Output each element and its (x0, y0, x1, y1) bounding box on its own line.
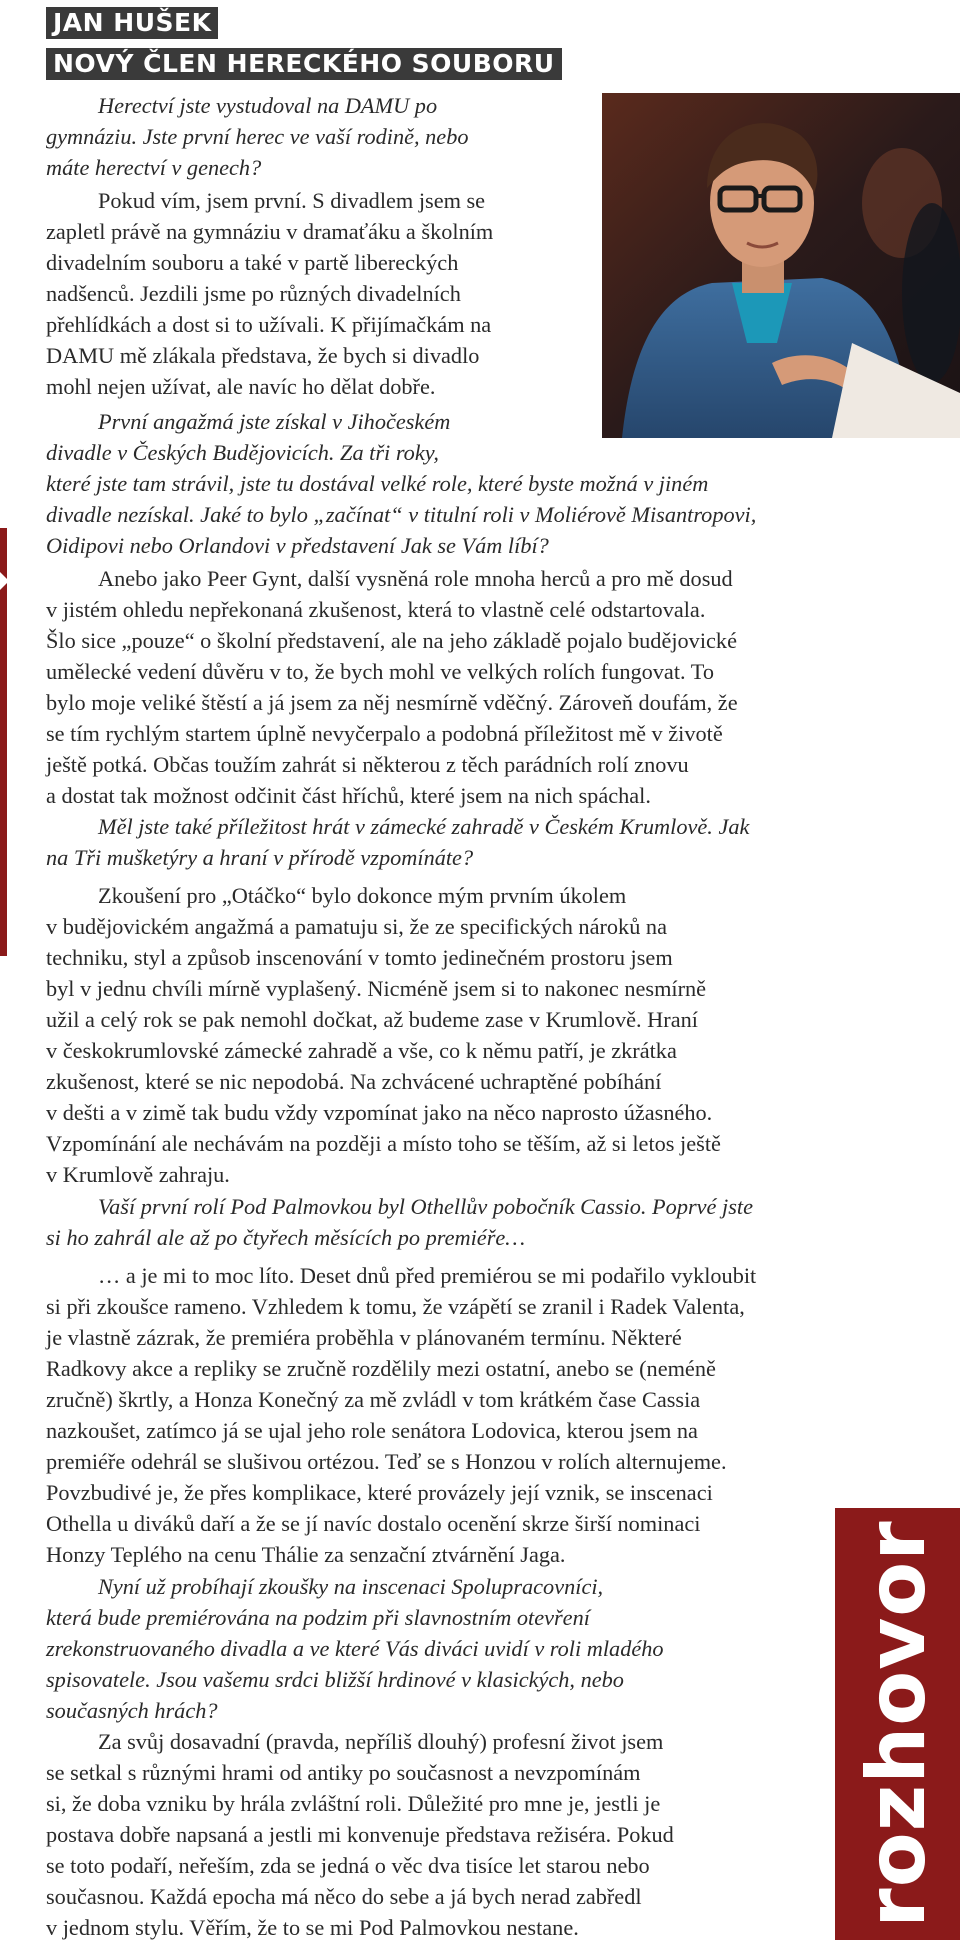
text-line: nadšenců. Jezdili jsme po různých divadelních (46, 281, 461, 306)
text-line: umělecké vedení důvěru v to, že bych mohl ve velkých rolích fungovat. To (46, 659, 714, 684)
text-line: se setkal s různými hrami od antiky po současnost a nevzpomínám (46, 1760, 641, 1785)
left-marker-notch (0, 572, 9, 590)
text-line: je vlastně zázrak, že premiéra proběhla v plánovaném termínu. Některé (46, 1325, 682, 1350)
question-paragraph (46, 1571, 664, 1726)
answer-paragraph (46, 185, 493, 402)
text-line: si při zkoušce rameno. Vzhledem k tomu, že vzápětí se zranil i Radek Valenta, (46, 1294, 745, 1319)
text-line: techniku, styl a způsob inscenování v tomto jedinečném prostoru jsem (46, 945, 673, 970)
left-red-marker (0, 528, 7, 956)
section-tab (835, 1508, 960, 1940)
text-line: v jednom stylu. Věřím, že to se mi Pod Palmovkou nestane. (46, 1915, 579, 1940)
answer-paragraph (46, 1726, 674, 1943)
article-name-heading: JAN HUŠEK (46, 7, 218, 39)
text-line: divadelním souboru a také v partě libereckých (46, 250, 459, 275)
text-line: současných hrách? (46, 1698, 218, 1723)
text-line: Pokud vím, jsem první. S divadlem jsem se (98, 188, 486, 213)
answer-paragraph (46, 1260, 756, 1570)
text-line: zapletl právě na gymnáziu v dramaťáku a školním (46, 219, 494, 244)
text-line: byl v jednu chvíli mírně vyplašený. Nicméně jsem si to nakonec nesmírně (46, 976, 707, 1001)
text-line: Měl jste také příležitost hrát v zámecké zahradě v Českém Krumlově. Jak (98, 814, 750, 839)
text-line: zručně) škrtly, a Honza Konečný za mě zvládl v tom krátkém čase Cassia (46, 1387, 701, 1412)
text-line: užil a celý rok se pak nemohl dočkat, až budeme zase v Krumlově. Hraní (46, 1007, 698, 1032)
text-line: … a je mi to moc líto. Deset dnů před premiérou se mi podařilo vykloubit (98, 1263, 757, 1288)
question-paragraph (46, 90, 469, 183)
answer-paragraph (46, 563, 738, 811)
text-line: v dešti a v zimě tak budu vždy vzpomínat jako na něco naprosto úžasného. (46, 1100, 713, 1125)
text-line: v budějovickém angažmá a pamatuju si, že ze specifických nároků na (46, 914, 667, 939)
text-line: zkušenost, které se nic nepodobá. Na zchvácené uchraptěné pobíhání (46, 1069, 662, 1094)
text-line: které jste tam strávil, jste tu dostával velké role, které byste možná v jiném (46, 471, 709, 496)
question-paragraph (46, 811, 749, 873)
text-line: v Krumlově zahraju. (46, 1162, 230, 1187)
text-line: DAMU mě zlákala představa, že bych si divadlo (46, 343, 480, 368)
text-line: bylo moje veliké štěstí a já jsem za něj nesmírně vděčný. Zároveň doufám, že (46, 690, 738, 715)
text-line: Nyní už probíhají zkoušky na inscenaci Spolupracovníci, (98, 1574, 604, 1599)
text-line: Herectví jste vystudoval na DAMU po (98, 93, 438, 118)
text-line: přehlídkách a dost si to užívali. K přijímačkám na (46, 312, 492, 337)
text-line: Zkoušení pro „Otáčko“ bylo dokonce mým prvním úkolem (98, 883, 627, 908)
text-line: První angažmá jste získal v Jihočeském (98, 409, 451, 434)
text-line: zrekonstruovaného divadla a ve které Vás diváci uvidí v roli mladého (46, 1636, 664, 1661)
text-line: Radkovy akce a repliky se zručně rozdělily mezi ostatní, anebo se (neméně (46, 1356, 716, 1381)
text-line: se toto podaří, neřeším, zda se jedná o věc dva tisíce let starou nebo (46, 1853, 650, 1878)
text-line: si, že doba vzniku by hrála zvláštní roli. Důležité pro mne je, jestli je (46, 1791, 661, 1816)
article-subtitle-heading: NOVÝ ČLEN HERECKÉHO SOUBORU (46, 48, 562, 80)
text-line: Oidipovi nebo Orlandovi v představení Jak se Vám líbí? (46, 533, 549, 558)
text-line: mohl nejen užívat, ale navíc ho dělat dobře. (46, 374, 436, 399)
text-line: Povzbudivé je, že přes komplikace, které provázely její vznik, se inscenaci (46, 1480, 713, 1505)
answer-paragraph (46, 880, 721, 1190)
text-line: spisovatele. Jsou vašemu srdci bližší hrdinové v klasických, nebo (46, 1667, 624, 1692)
text-line: současnou. Každá epocha má něco do sebe a já bych nerad zabředl (46, 1884, 642, 1909)
text-line: si ho zahrál ale až po čtyřech měsících po premiéře… (46, 1225, 526, 1250)
question-paragraph (46, 406, 756, 561)
text-line: premiéře odehrál se slušivou ortézou. Teď se s Honzou v rolích alternujeme. (46, 1449, 727, 1474)
text-line: v českokrumlovské zámecké zahradě a vše, co k němu patří, je zkrátka (46, 1038, 677, 1063)
text-line: Vzpomínání ale nechávám na později a místo toho se těším, až si letos ještě (46, 1131, 721, 1156)
text-line: Othella u diváků daří a že se jí navíc dostalo ocenění skrze širší nominaci (46, 1511, 701, 1536)
text-line: na Tři mušketýry a hraní v přírodě vzpomínáte? (46, 845, 474, 870)
text-line: která bude premiérována na podzim při slavnostním otevření (46, 1605, 590, 1630)
text-line: máte herectví v genech? (46, 155, 262, 180)
text-line: divadle nezískal. Jaké to bylo „začínat“ v titulní roli v Moliérově Misantropovi, (46, 502, 757, 527)
text-line: Anebo jako Peer Gynt, další vysněná role mnoha herců a pro mě dosud (98, 566, 733, 591)
text-line: gymnáziu. Jste první herec ve vaší rodině, nebo (46, 124, 469, 149)
text-line: divadle v Českých Budějovicích. Za tři roky, (46, 440, 439, 465)
text-line: Za svůj dosavadní (pravda, nepříliš dlouhý) profesní život jsem (98, 1729, 664, 1754)
text-line: nazkoušet, zatímco já se ujal jeho role senátora Lodovica, kterou jsem na (46, 1418, 698, 1443)
text-line: Honzy Teplého na cenu Thálie za senzační ztvárnění Jaga. (46, 1542, 566, 1567)
text-line: Šlo sice „pouze“ o školní představení, ale na jeho základě pojalo budějovické (46, 628, 737, 653)
question-paragraph (46, 1191, 753, 1253)
section-tab-label: rozhovor (850, 1520, 943, 1928)
text-line: postava dobře napsaná a jestli mi konvenuje představa režiséra. Pokud (46, 1822, 674, 1847)
text-line: a dostat tak možnost odčinit část hříchů, které jsem na nich spáchal. (46, 783, 651, 808)
text-line: ještě potká. Občas toužím zahrát si některou z těch parádních rolí znovu (46, 752, 689, 777)
text-line: se tím rychlým startem úplně nevyčerpalo a podobná příležitost mě v životě (46, 721, 723, 746)
text-line: v jistém ohledu nepřekonaná zkušenost, která to vlastně celé odstartovala. (46, 597, 706, 622)
portrait-photo-icon (602, 93, 960, 438)
text-line: Vaší první rolí Pod Palmovkou byl Othellův pobočník Cassio. Poprvé jste (98, 1194, 753, 1219)
